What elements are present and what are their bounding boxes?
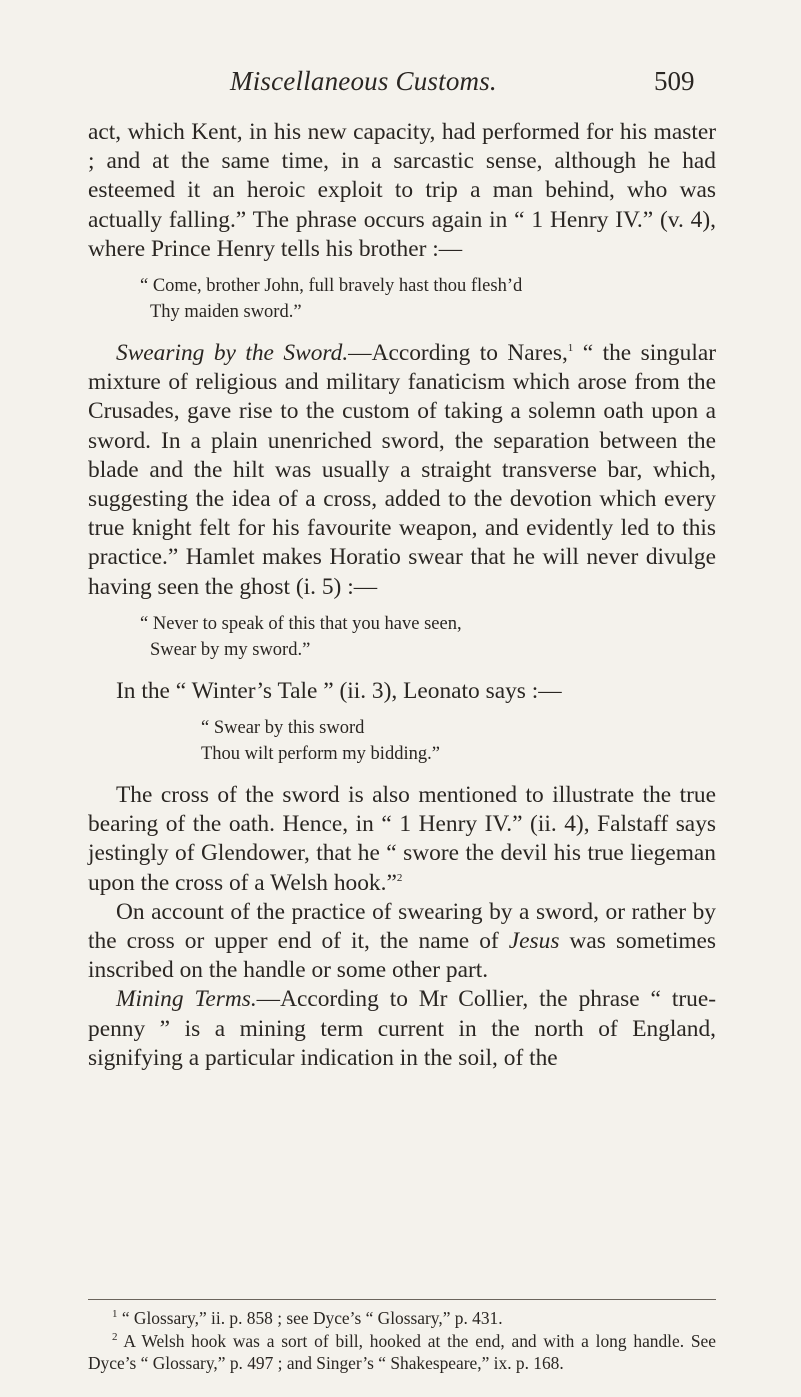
footnote-ref-1: 1 (567, 342, 574, 355)
quote-line: “ Come, brother John, full bravely hast thou flesh’d (140, 276, 523, 297)
footnote-divider (88, 1299, 716, 1300)
paragraph-swearing-sword: Swearing by the Sword.—According to Nares,$^1$ “ the singular mixture of religious and military fanaticism which arose from the Crusades, gave rise to the custom of taking a solemn oath upon a sword. In a plain unenriched sword, the separation between the blade and the hilt was usually a straight transverse bar, which, suggesting the idea of a cross, added to the devotion which every true knight felt for his favourite weapon, and evidently led to this practice.” Hamlet makes Horatio swear that he will never divulge having seen the ghost (i. 5) :— (88, 340, 716, 600)
quote-line: Swear by my sword.” (150, 639, 311, 660)
running-title: Miscellaneous Customs. (230, 66, 497, 96)
footnotes (88, 1307, 716, 1375)
quote-line: “ Never to speak of this that you have seen, (140, 613, 462, 634)
quote-line: “ Swear by this sword (201, 718, 365, 739)
paragraph-winters-tale: In the “ Winter’s Tale ” (ii. 3), Leonato says :— (116, 677, 562, 704)
paragraph-mining-terms: Mining Terms.—According to Mr Collier, the phrase “ true-penny ” is a mining term current in the north of England, signifying a particular indication in the soil, of the (88, 986, 716, 1071)
paragraph-jesus-inscription: On account of the practice of swearing by a sword, or rather by the cross or upper end of it, the name of Jesus was sometimes inscribed on the handle or some other part. (88, 898, 716, 984)
quote-henry-iv (88, 273, 716, 325)
quote-winters-tale (88, 715, 716, 767)
section-heading-mining: Mining Terms. (116, 986, 257, 1013)
quote-hamlet (88, 611, 716, 663)
body-text (88, 118, 716, 1073)
footnote-ref-2: 2 (396, 871, 403, 884)
quote-line: Thy maiden sword.” (150, 302, 302, 323)
page-header (0, 66, 801, 106)
footnote-1: $^1$ “ Glossary,” ii. p. 858 ; see Dyce’s “ Glossary,” p. 431. (112, 1308, 503, 1328)
footnote-2: $^2$ A Welsh hook was a sort of bill, hooked at the end, and with a long handle. See Dyce’s “ Glossary,” p. 497 ; and Singer’s “ Shakespeare,” ix. p. 168. (88, 1330, 716, 1374)
paragraph-cross-of-sword: The cross of the sword is also mentioned to illustrate the true bearing of the oath. Hence, in “ 1 Henry IV.” (ii. 4), Falstaff says jestingly of Glendower, that he “ swore the devil his true liegeman upon the cross of a Welsh hook.”$^2$ (88, 782, 716, 896)
page-number: 509 (654, 66, 695, 96)
section-heading-swearing: Swearing by the Sword. (116, 340, 349, 367)
paragraph-kent: act, which Kent, in his new capacity, had performed for his master ; and at the same time, in a sarcastic sense, although he had esteemed it an heroic exploit to trip a man behind, who was actually falling.” The phrase occurs again in “ 1 Henry IV.” (v. 4), where Prince Henry tells his brother :— (88, 119, 716, 262)
quote-line: Thou wilt perform my bidding.” (201, 744, 440, 765)
